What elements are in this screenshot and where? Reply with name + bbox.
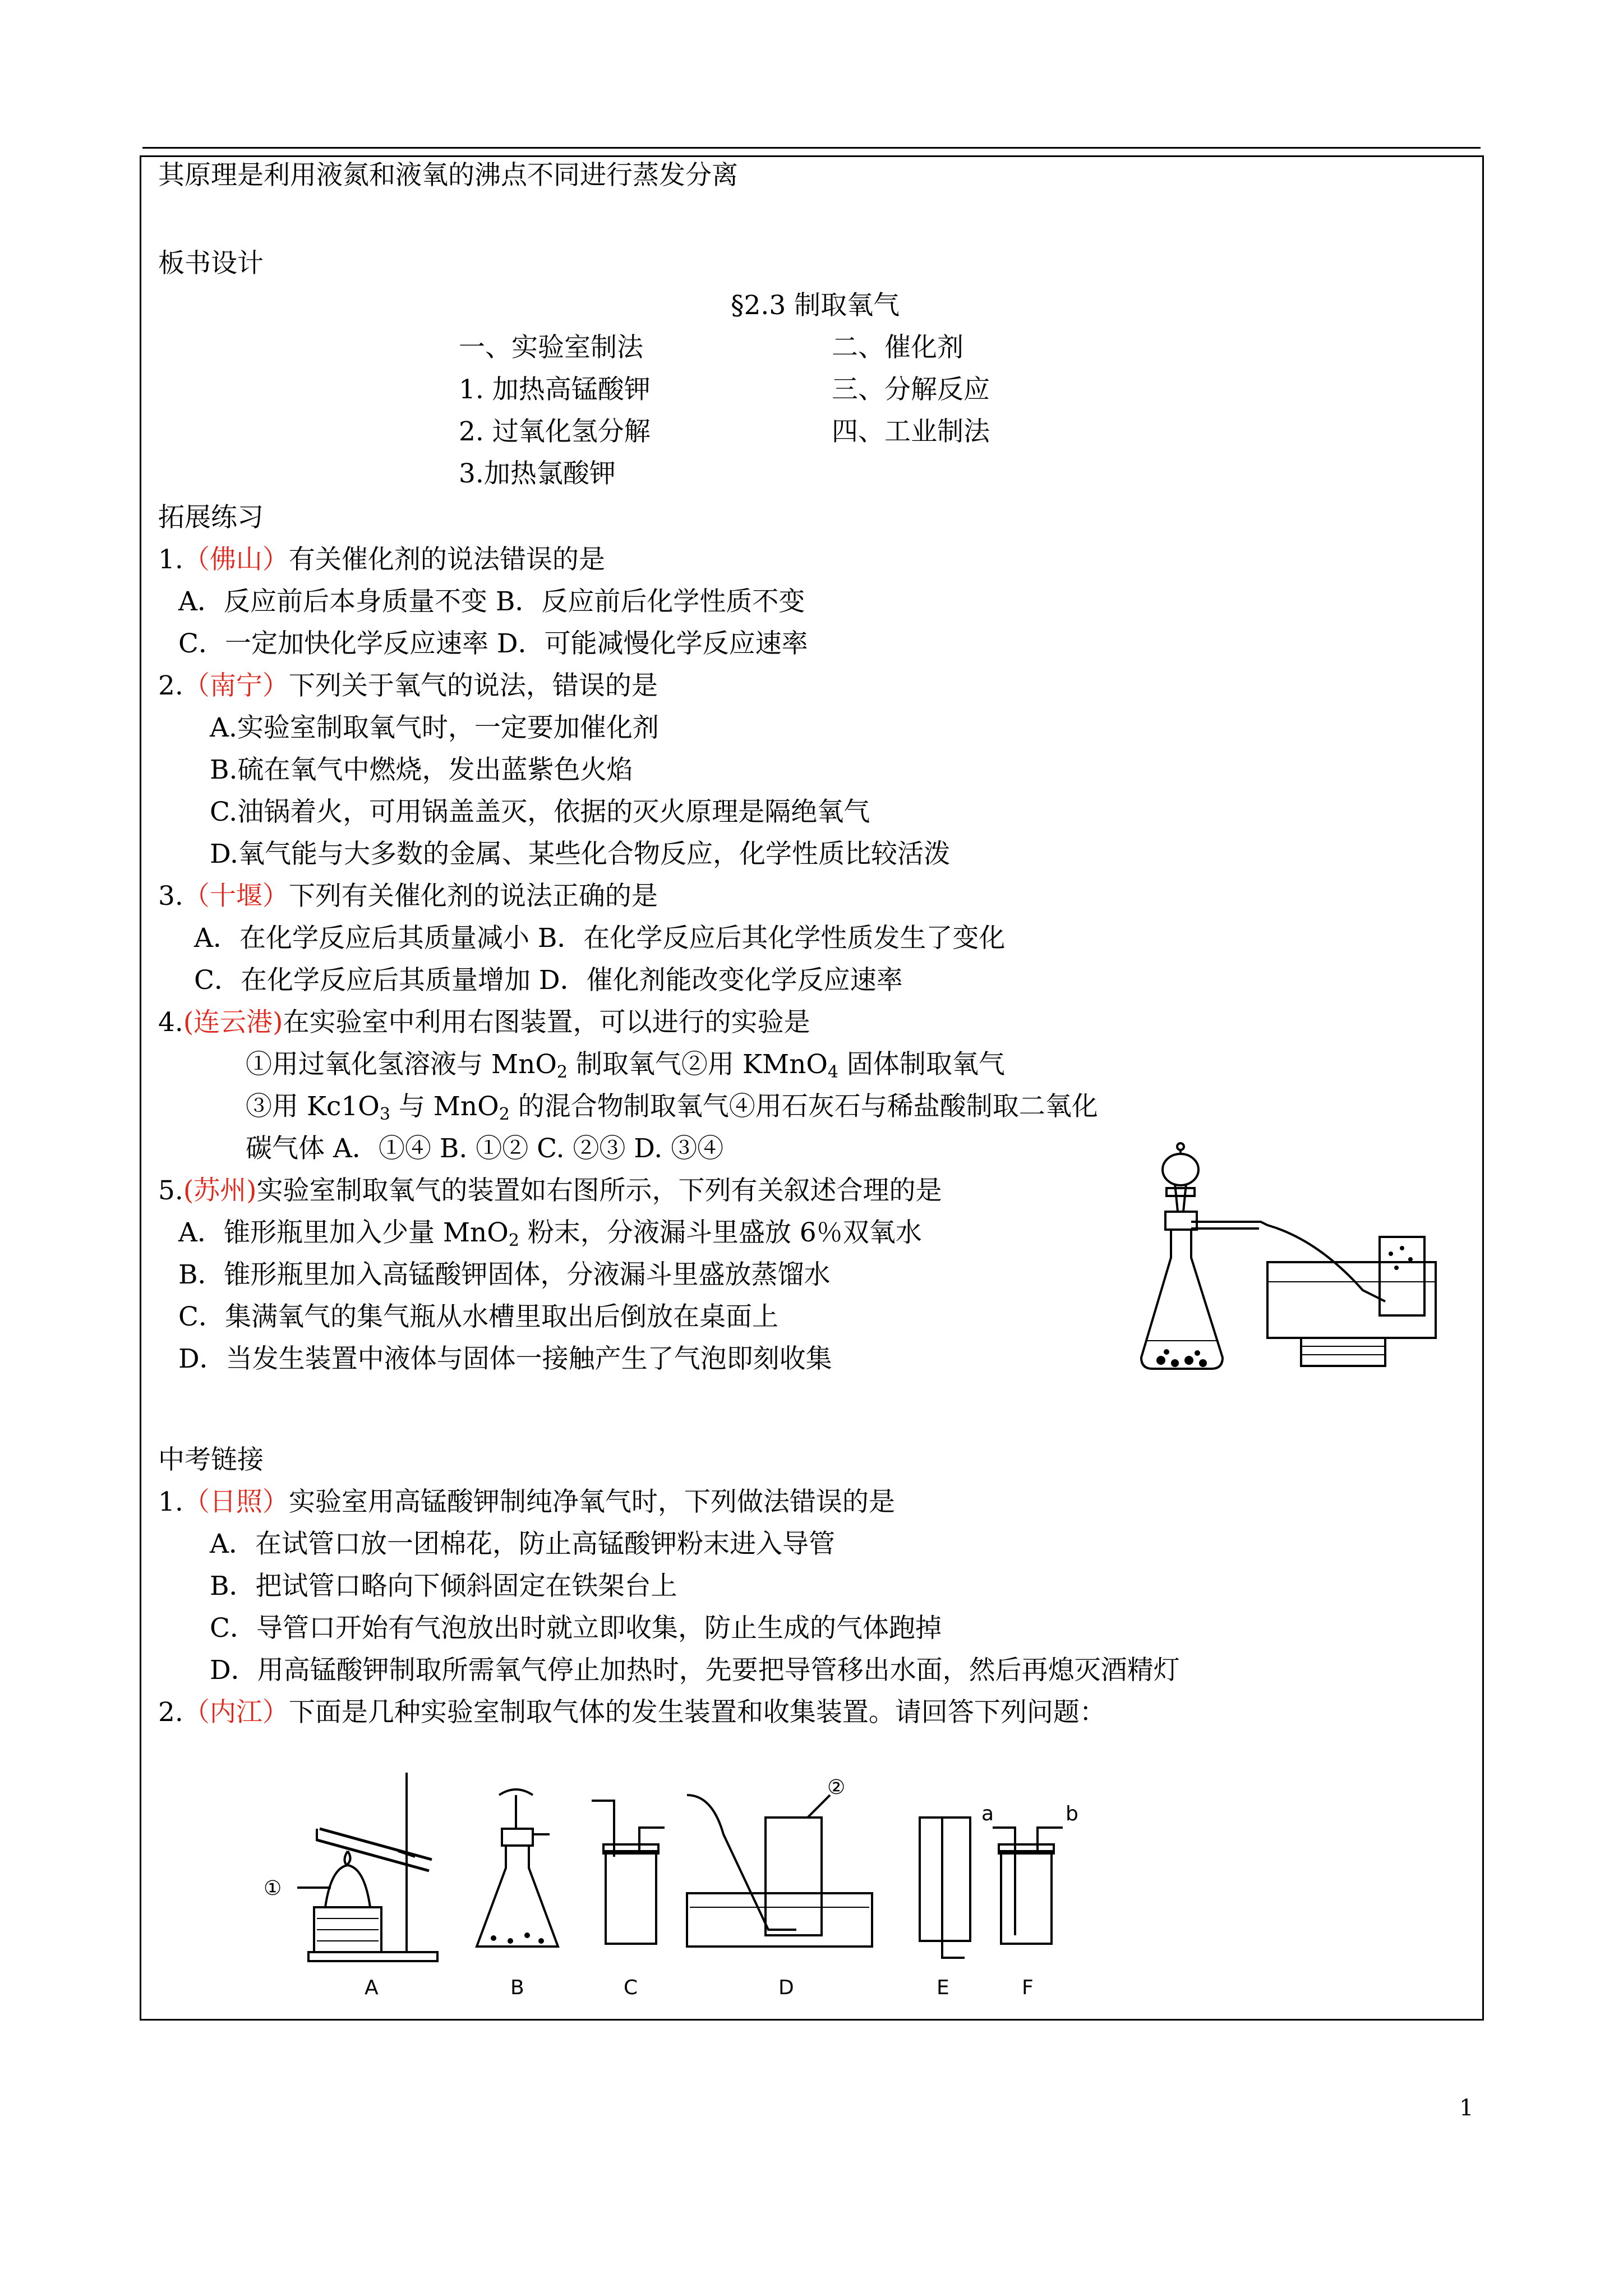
apparatus-label-e: E bbox=[937, 1976, 949, 1999]
board-left-4: 3.加热氯酸钾 bbox=[459, 458, 616, 489]
practice-q1-options-2: C．一定加快化学反应速率 D．可能减慢化学反应速率 bbox=[178, 628, 808, 659]
practice-q5-option-b: B．锥形瓶里加入高锰酸钾固体，分液漏斗里盛放蒸馏水 bbox=[178, 1259, 831, 1290]
board-right-3: 四、工业制法 bbox=[832, 416, 990, 447]
board-right-1: 二、催化剂 bbox=[832, 332, 963, 363]
source-tag: （日照） bbox=[183, 1487, 289, 1517]
board-title: §2.3 制取氧气 bbox=[731, 290, 900, 321]
practice-q4-options: 碳气体 A．①④ B. ①② C. ②③ D. ③④ bbox=[246, 1133, 724, 1164]
practice-q2-option-c: C.油锅着火，可用锅盖盖灭，依据的灭火原理是隔绝氧气 bbox=[210, 797, 870, 827]
practice-q5-option-c: C．集满氧气的集气瓶从水槽里取出后倒放在桌面上 bbox=[178, 1301, 778, 1332]
board-right-2: 三、分解反应 bbox=[832, 374, 990, 405]
practice-q2-option-d: D.氧气能与大多数的金属、某些化合物反应，化学性质比较活泼 bbox=[210, 839, 950, 869]
source-tag: （十堰） bbox=[183, 881, 289, 912]
apparatus-label-b: B bbox=[510, 1976, 524, 1999]
apparatus-label-a: A bbox=[365, 1976, 379, 1999]
board-left-2: 1. 加热高锰酸钾 bbox=[459, 374, 651, 405]
practice-q5-option-a: A．锥形瓶里加入少量 MnO$_2$ 粉末，分液漏斗里盛放 6％双氧水 bbox=[178, 1217, 922, 1250]
practice-q4: 4.(连云港)在实验室中利用右图装置，可以进行的实验是 bbox=[158, 1007, 810, 1038]
apparatus-label-f: F bbox=[1022, 1976, 1034, 1999]
practice-q4-line-1: ①用过氧化氢溶液与 MnO$_2$ 制取氧气②用 KMnO$_4$ 固体制取氧气 bbox=[246, 1049, 1005, 1082]
marker-2: ② bbox=[827, 1776, 846, 1799]
port-a-label: a bbox=[981, 1802, 994, 1825]
exam-q1-option-c: C．导管口开始有气泡放出时就立即收集，防止生成的气体跑掉 bbox=[210, 1613, 942, 1644]
practice-q1-options-1: A．反应前后本身质量不变 B．反应前后化学性质不变 bbox=[178, 586, 805, 617]
exam-q1-option-b: B．把试管口略向下倾斜固定在铁架台上 bbox=[210, 1571, 677, 1602]
source-tag: （佛山） bbox=[183, 544, 289, 575]
board-heading: 板书设计 bbox=[158, 248, 264, 279]
practice-q5-option-d: D．当发生装置中液体与固体一接触产生了气泡即刻收集 bbox=[178, 1343, 832, 1374]
practice-q2-option-b: B.硫在氧气中燃烧，发出蓝紫色火焰 bbox=[210, 754, 633, 785]
exam-q1: 1.（日照）实验室用高锰酸钾制纯净氧气时，下列做法错误的是 bbox=[158, 1487, 895, 1517]
exam-q1-option-a: A．在试管口放一团棉花，防止高锰酸钾粉末进入导管 bbox=[210, 1529, 835, 1559]
practice-q5: 5.(苏州)实验室制取氧气的装置如右图所示，下列有关叙述合理的是 bbox=[158, 1175, 942, 1206]
source-tag: （内江） bbox=[183, 1697, 289, 1728]
apparatus-label-d: D bbox=[778, 1976, 794, 1999]
board-left-3: 2. 过氧化氢分解 bbox=[459, 416, 651, 447]
practice-q1: 1.（佛山）有关催化剂的说法错误的是 bbox=[158, 544, 605, 575]
marker-1: ① bbox=[264, 1877, 282, 1900]
source-tag: （南宁） bbox=[183, 670, 289, 701]
board-left-1: 一、实验室制法 bbox=[459, 332, 643, 363]
port-b-label: b bbox=[1066, 1802, 1078, 1825]
practice-q2-option-a: A.实验室制取氧气时，一定要加催化剂 bbox=[210, 712, 659, 743]
source-tag: (连云港) bbox=[183, 1007, 283, 1038]
apparatus-label-c: C bbox=[624, 1976, 638, 1999]
source-tag: (苏州) bbox=[183, 1175, 257, 1206]
practice-q3: 3.（十堰）下列有关催化剂的说法正确的是 bbox=[158, 881, 658, 912]
practice-q3-options-1: A．在化学反应后其质量减小 B．在化学反应后其化学性质发生了变化 bbox=[194, 923, 1006, 954]
intro-text: 其原理是利用液氮和液氧的沸点不同进行蒸发分离 bbox=[158, 160, 738, 191]
exam-q1-option-d: D．用高锰酸钾制取所需氧气停止加热时，先要把导管移出水面，然后再熄灭酒精灯 bbox=[210, 1655, 1180, 1686]
practice-q2: 2.（南宁）下列关于氧气的说法，错误的是 bbox=[158, 670, 658, 701]
gas-apparatus-figure bbox=[247, 1767, 1200, 2003]
header-rule bbox=[142, 147, 1481, 149]
exam-heading: 中考链接 bbox=[158, 1444, 264, 1475]
practice-q4-line-2: ③用 $Kc1O_3$ 与 MnO$_2$ 的混合物制取氧气④用石灰石与稀盐酸制取二氧化 bbox=[246, 1091, 1098, 1124]
page-number: 1 bbox=[1459, 2095, 1474, 2121]
practice-q3-options-2: C．在化学反应后其质量增加 D．催化剂能改变化学反应速率 bbox=[194, 965, 903, 996]
exam-q2: 2.（内江）下面是几种实验室制取气体的发生装置和收集装置。请回答下列问题： bbox=[158, 1697, 1106, 1728]
practice-heading: 拓展练习 bbox=[158, 502, 264, 533]
oxygen-apparatus-figure bbox=[1133, 1133, 1447, 1391]
